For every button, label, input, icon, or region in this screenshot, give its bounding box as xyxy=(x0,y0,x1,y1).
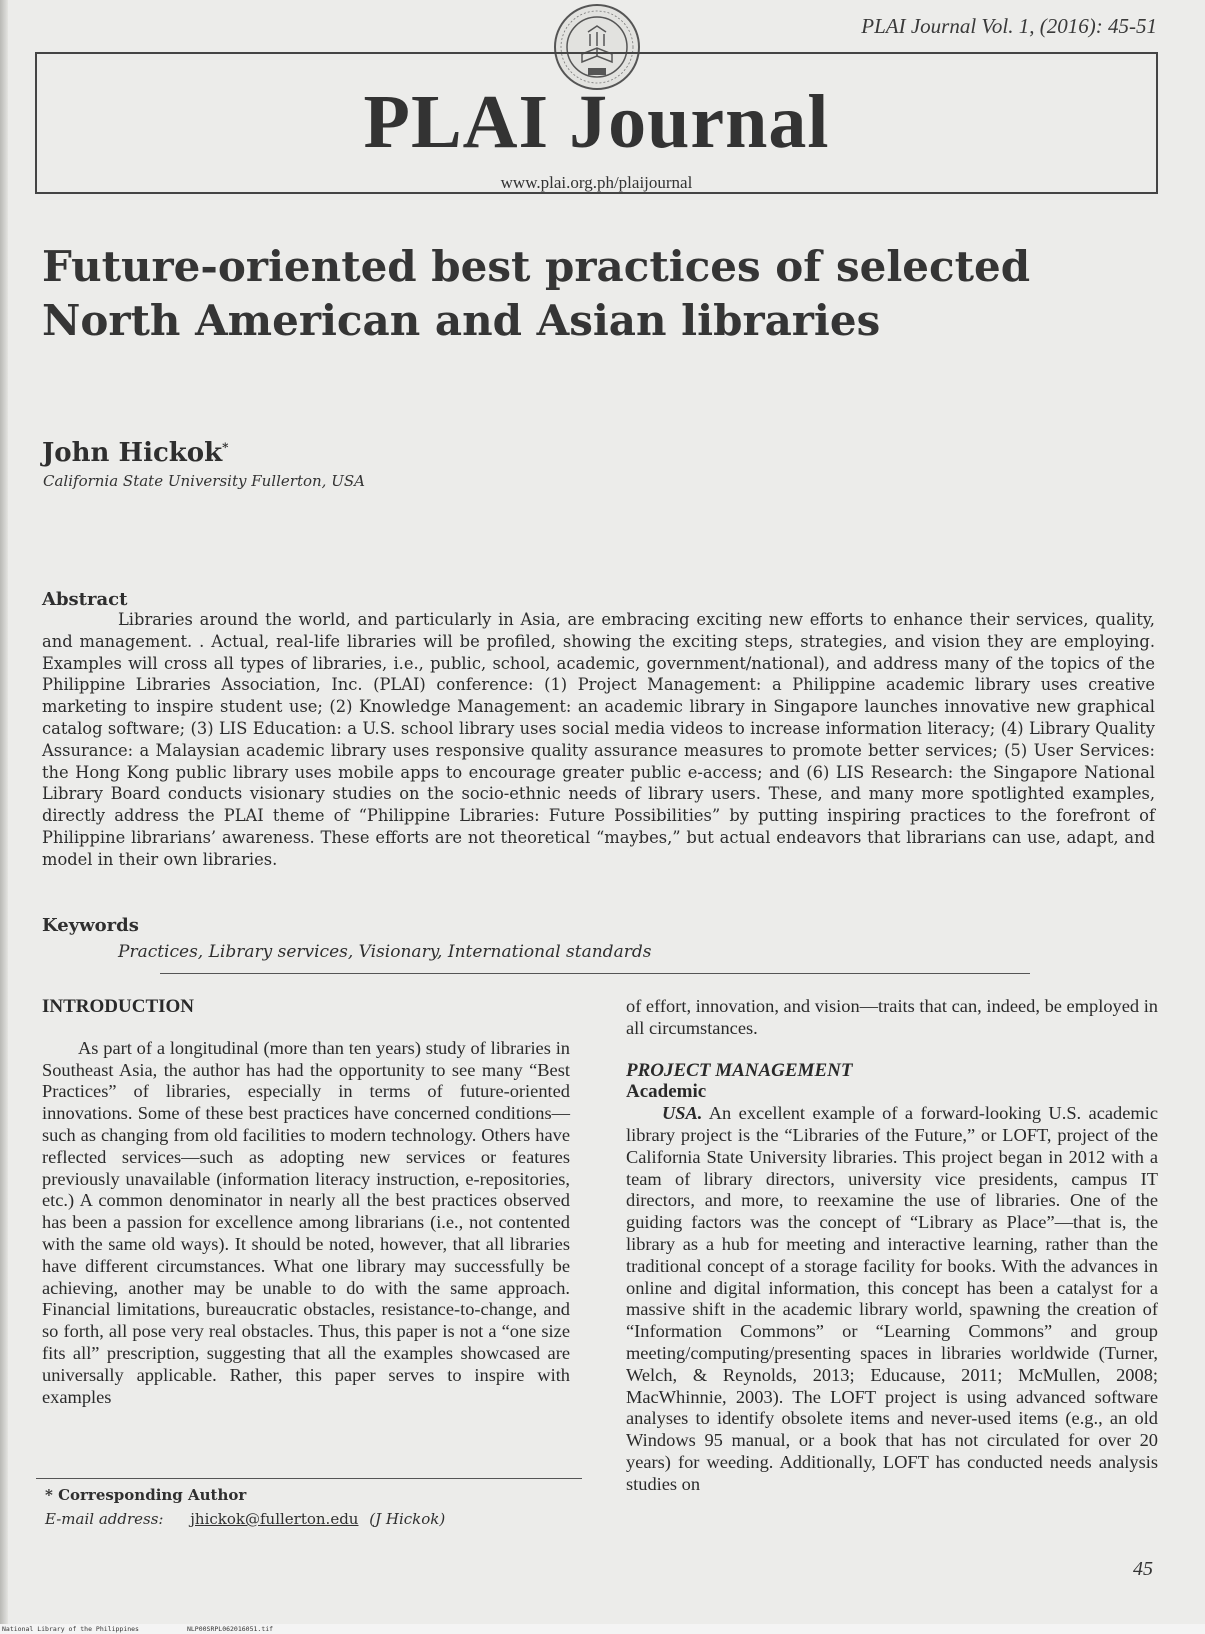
author-name-text: John Hickok xyxy=(42,438,223,468)
introduction-heading: INTRODUCTION xyxy=(42,996,195,1017)
spacer xyxy=(626,1040,1158,1060)
usa-lead-in: USA. xyxy=(662,1103,703,1124)
project-management-body xyxy=(626,1103,1158,1495)
email-label: E-mail address: xyxy=(45,1510,164,1528)
introduction-body: As part of a longitudinal (more than ten years) study of libraries in Southeast Asia, the author has had the opportunity to see many “Best Practices” of libraries, especially in terms of future-oriented innovations. Some of these best practices have concerned conditions—such as changing from old facilities to modern technology. Others have reflected services—such as adopting new services or features previously unavailable (information literacy instruction, e-repositories, etc.) A common denominator in nearly all the best practices observed has been a passion for excellence among librarians (i.e., not contented with the same old ways). It should be noted, however, that all libraries have different circumstances. What one library may successfully be achieving, another may be unable to do with the same approach. Financial limitations, bureaucratic obstacles, resistance-to-change, and so forth, all pose very real obstacles. Thus, this paper is not a “one size fits all” prescription, suggesting that all the examples showcased are universally applicable. Rather, this paper serves to inspire with examples xyxy=(42,1037,570,1407)
scan-file-id: NLP00SRPL062016051.tif xyxy=(186,1625,274,1633)
article-title xyxy=(42,240,1142,348)
running-head: PLAI Journal Vol. 1, (2016): 45-51 xyxy=(861,14,1157,38)
page-number: 45 xyxy=(1133,1558,1153,1580)
keywords-heading: Keywords xyxy=(42,915,139,936)
author-footnote-mark: * xyxy=(222,440,229,455)
abstract-body: Libraries around the world, and particularly in Asia, are embracing exciting new efforts to enhance their services, quality, and management. . Actual, real-life libraries will be profiled, showing the exciting steps, strategies, and vision they are employing. Examples will cross all types of libraries, i.e., public, school, academic, government/national), and address many of the topics of the Philippine Libraries Association, Inc. (PLAI) conference: (1) Project Management: a Philippine academic library uses creative marketing to inspire student use; (2) Knowledge Management: an academic library in Singapore launches innovative new graphical catalog software; (3) LIS Education: a U.S. school library uses social media videos to increase information literacy; (4) Library Quality Assurance: a Malaysian academic library uses responsive quality assurance measures to promote better services; (5) User Services: the Hong Kong public library uses mobile apps to encourage greater public e-access; and (6) LIS Research: the Singapore National Library Board conducts visionary studies on the socio-ethnic needs of library users. These, and many more spotlighted examples, directly address the PLAI theme of “Philippine Libraries: Future Possibilities” by putting inspiring practices to the forefront of Philippine librarians’ awareness. These efforts are not theoretical “maybes,” but actual endeavors that librarians can use, adapt, and model in their own libraries. xyxy=(42,610,1155,869)
article-title-line-2: North American and Asian libraries xyxy=(42,296,881,345)
scan-institution: National Library of the Philippines xyxy=(2,1625,139,1633)
email-owner: (J Hickok) xyxy=(369,1510,446,1528)
introduction-continuation: of effort, innovation, and vision—traits that can, indeed, be employed in all circumstances. xyxy=(626,996,1158,1038)
corresponding-author-label: * Corresponding Author xyxy=(45,1486,247,1504)
spacer xyxy=(42,1018,570,1038)
right-column xyxy=(626,996,1158,1496)
keywords-body: Practices, Library services, Visionary, International standards xyxy=(118,942,652,962)
abstract-heading: Abstract xyxy=(42,589,128,610)
keywords-divider xyxy=(160,973,1030,974)
email-address-link[interactable]: jhickok@fullerton.edu xyxy=(190,1510,359,1528)
journal-title: PLAI Journal xyxy=(363,80,830,164)
author-affiliation: California State University Fullerton, USA xyxy=(43,472,365,490)
email-line xyxy=(45,1510,445,1528)
scan-edge-shadow xyxy=(0,0,8,1634)
article-title-line-1: Future-oriented best practices of selected xyxy=(42,242,1031,291)
scan-footer xyxy=(0,1624,1205,1634)
project-management-text: An excellent example of a forward-looking U.S. academic library project is the “Libraries of the Future,” or LOFT, project of the California State University libraries. This project began in 2012 with a team of library directors, university vice presidents, campus IT directors, and more, to reexamine the use of libraries. One of the guiding factors was the concept of “Library as Place”—that is, the library as a hub for meeting and interactive learning, rather than the traditional concept of a storage facility for books. With the advances in online and digital information, this concept has been a catalyst for a massive shift in the academic library world, spawning the creation of “Information Commons” or “Learning Commons” and group meeting/computing/presenting spaces in libraries worldwide (Turner, Welch, & Reynolds, 2013; Educause, 2011; McMullen, 2008; MacWhinnie, 2003). The LOFT project is using advanced software analyses to identify obsolete items and never-used items (e.g., an old Windows 95 manual, or a book that has not circulated for over 20 years) for weeding. Additionally, LOFT has conducted needs analysis studies on xyxy=(626,1103,1158,1494)
project-management-heading: PROJECT MANAGEMENT xyxy=(626,1059,853,1081)
journal-masthead xyxy=(35,52,1158,194)
author-name xyxy=(42,438,228,468)
left-column xyxy=(42,996,570,1408)
academic-subheading: Academic xyxy=(626,1081,707,1103)
footnote-divider xyxy=(36,1478,582,1479)
journal-url: www.plai.org.ph/plaijournal xyxy=(500,173,693,192)
